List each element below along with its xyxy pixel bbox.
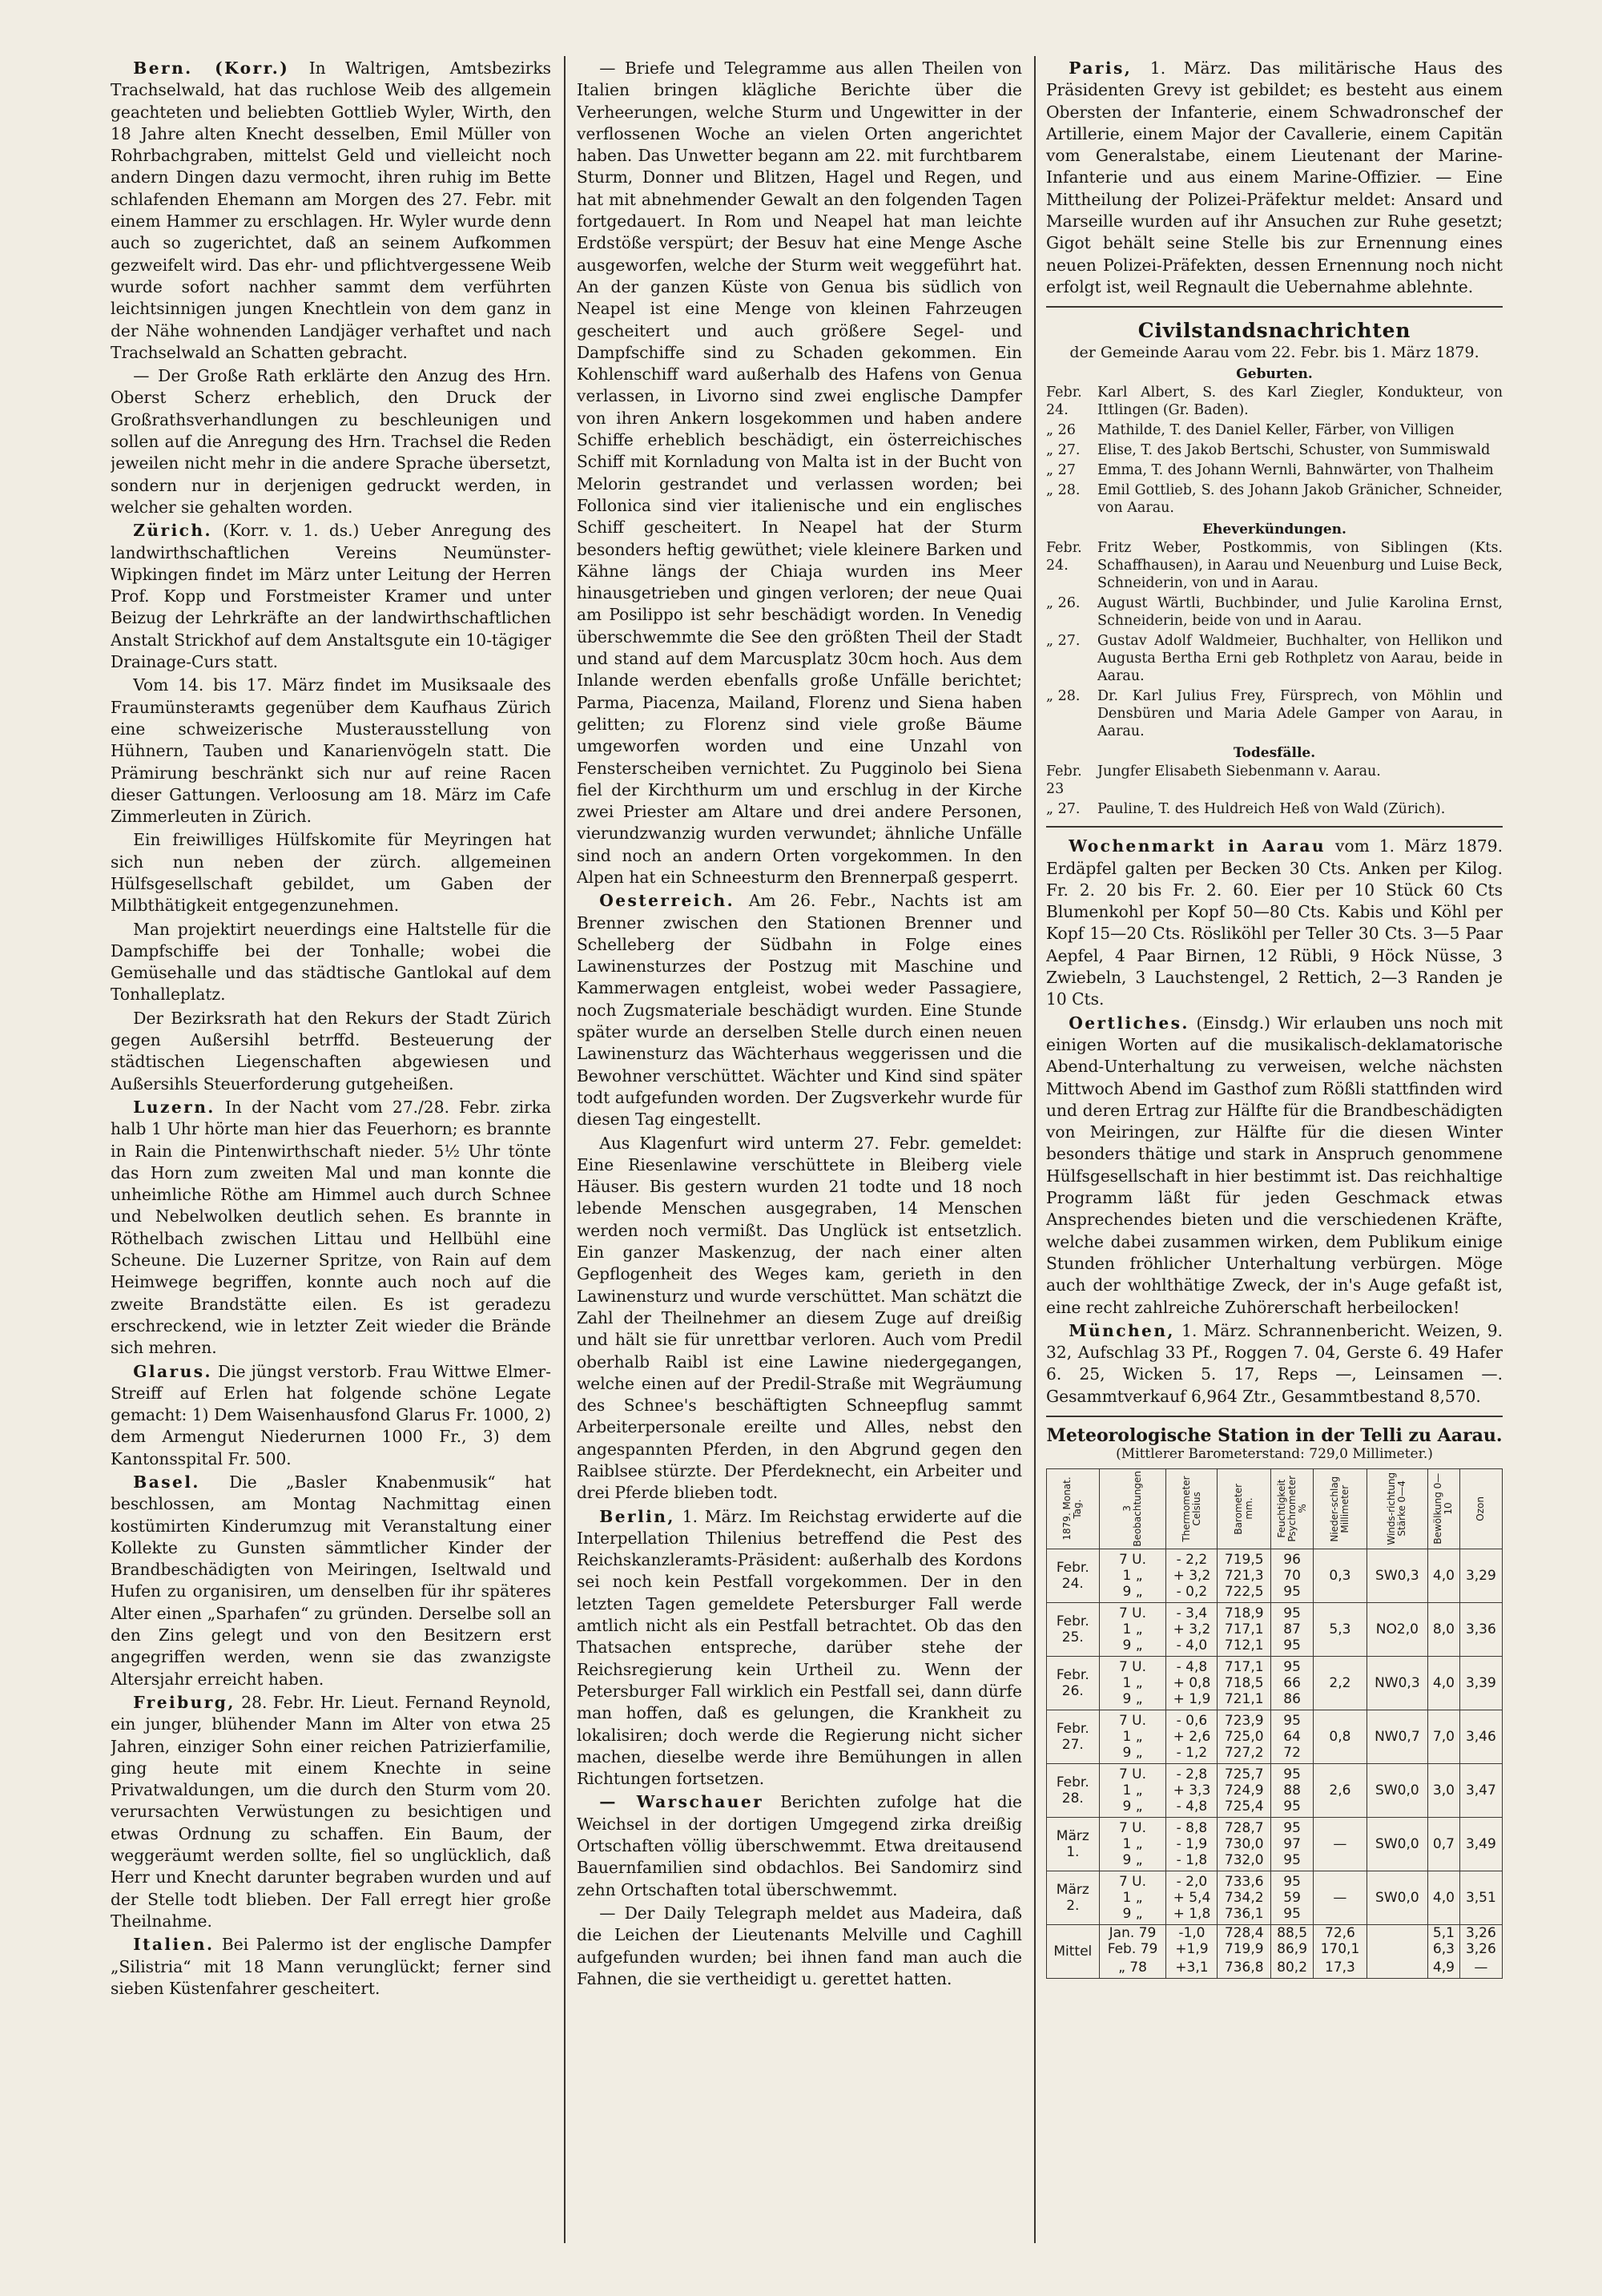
weather-cell: 733,6 734,2 736,1 xyxy=(1218,1871,1271,1924)
weather-cell: 95 88 95 xyxy=(1271,1763,1314,1817)
weather-cell: 3,51 xyxy=(1459,1871,1502,1924)
weather-header-label: Nieder-schlag Millimeter xyxy=(1328,1476,1350,1542)
deaths-list xyxy=(1046,763,1503,818)
weather-cell: 3,0 xyxy=(1428,1763,1460,1817)
registry-entry xyxy=(1046,763,1503,798)
weather-cell: 3,26 xyxy=(1459,1941,1502,1957)
weather-header-cell xyxy=(1047,1468,1100,1549)
weather-cell: 7 U. 1 „ 9 „ xyxy=(1099,1710,1166,1763)
weather-cell: 728,4 xyxy=(1218,1924,1271,1941)
weather-cell: 95 87 95 xyxy=(1271,1602,1314,1656)
weather-cell: 7 U. 1 „ 9 „ xyxy=(1099,1871,1166,1924)
weather-cell: 3,47 xyxy=(1459,1763,1502,1817)
weather-header-label: Feuchtigkeit Psychrometer % xyxy=(1275,1475,1308,1542)
article-text: Die jüngst verstorb. Frau Wittwe Elmer-Streiff auf Erlen hat folgende schöne Legate gemacht: 1) Dem Waisenhausfond Glarus Fr. 1000, 2) dem Armengut Niederurnen 1000 Fr., 3) dem Kantonsspital Fr. 500. xyxy=(111,1361,551,1468)
weather-cell: 95 97 95 xyxy=(1271,1817,1314,1871)
article xyxy=(111,365,551,518)
weather-cell: - 2,0 + 5,4 + 1,8 xyxy=(1166,1871,1218,1924)
weather-cell: 96 70 95 xyxy=(1271,1549,1314,1602)
civil-registry-title: Civilstandsnachrichten xyxy=(1137,319,1411,343)
weather-header-label: Winds-richtung Stärke 0—4 xyxy=(1386,1472,1408,1545)
weather-cell: 7 U. 1 „ 9 „ xyxy=(1099,1656,1166,1710)
entry-text: Karl Albert, S. des Karl Ziegler, Kondukteur, von Ittlingen (Gr. Baden). xyxy=(1097,385,1503,419)
weather-cell: 7,0 xyxy=(1428,1710,1460,1763)
article xyxy=(111,1008,551,1095)
column-rule xyxy=(564,56,566,2243)
article-dateline: Oertliches. xyxy=(1069,1013,1189,1033)
article-text: 1. März. Im Reichstag erwiderte auf die Interpellation Thilenius betreffend die Pest des Reichskanzleramts-Präsident: außerhalb des Kordons sei noch kein Pestfall vorgekommen. Der in den letzten Tagen gemeldete Petersburger Fall werde amtlich nicht als ein Pestfall betrachtet. Ob das den Thatsachen entspreche, darüber stehe der Reichsregierung kein Urtheil zu. Wenn der Petersburger Fall wirklich ein Pestfall sei, dann dürfe man hoffen, daß es gelungen, die Krankheit zu lokalisiren; doch werde die Regierung nicht sicher machen, dieselbe werde ihre Bemühungen in allen Richtungen fortsetzen. xyxy=(577,1506,1022,1789)
article-text: (Einsdg.) Wir erlauben uns noch mit einigen Worten auf die musikalisch-deklamatorische Abend-Unterhaltung zu verweisen, welche nächsten Mittwoch Abend im Gasthof zum Rößli stattfinden wird und deren Ertrag zur Hälfte für die Brandbeschädigten von Meiringen, zur Hälfte für die diesen Winter besonders thätige und stark in Anspruch genommene Hülfsgesellschaft in hier bestimmt ist. Das reichhaltige Programm läßt für jeden Geschmack etwas Ansprechendes bieten und die verschiedenen Kräfte, welche dabei zusammen wirken, dem Publikum einige Stunden fröhlicher Unterhaltung verbürgen. Möge auch der wohlthätige Zweck, der in's Auge gefaßt ist, eine recht zahlreiche Zuhörerschaft herbeilocken! xyxy=(1046,1013,1503,1317)
registry-entry xyxy=(1046,441,1503,459)
article xyxy=(577,1133,1022,1504)
weather-cell xyxy=(1367,1957,1427,1979)
weather-cell: 86,9 xyxy=(1271,1941,1314,1957)
article-text: 1. März. Schrannenbericht. Weizen, 9. 32, Aufschlag 33 Pf., Roggen 7. 04, Gerste 6. 49 Hafer 6. 25, Wicken 5. 17, Reps —, Leinsamen —. Gesammtverkauf 6,964 Ztr., Gesammtbestand 8,570. xyxy=(1046,1320,1503,1406)
weather-cell: 7 U. 1 „ 9 „ xyxy=(1099,1817,1166,1871)
weather-row xyxy=(1047,1817,1503,1871)
article-dateline: Oesterreich. xyxy=(599,891,735,911)
entry-date: „ 26 xyxy=(1046,422,1076,439)
entry-text: Gustav Adolf Waldmeier, Buchhalter, von Hellikon und Augusta Bertha Erni geb Rothpletz von Aarau, beide in Aarau. xyxy=(1097,633,1503,685)
article xyxy=(111,829,551,916)
article-text: Ein freiwilliges Hülfskomite für Meyringen hat sich nun neben der zürch. allgemeinen Hülfsgesellschaft gebildet, um Gaben der Milbthätigkeit entgegenzunehmen. xyxy=(111,830,551,916)
article-paris: Paris, 1. März. Das militärische Haus des Präsidenten Grevy ist gebildet; es besteht aus einem Obersten der Infanterie, einem Schwadronschef der Artillerie, einem Major der Cavallerie, einem Capitän vom Generalstabe, einem Lieutenant der Marine-Infanterie und aus einem Marine-Offizier. — Eine Mittheilung der Polizei-Präfektur meldet: Ansard und Marseille wurden auf ihr Ansuchen zur Ruhe gesetzt; Gigot behält seine Stelle bis zur Ernennung eines neuen Polizei-Präfekten, dessen Ernennung noch nicht erfolgt ist, weil Regnault die Uebernahme ablehnte. xyxy=(1046,58,1503,296)
weather-header-label: Thermometer Celsius xyxy=(1180,1476,1202,1542)
article-dateline: Basel. xyxy=(133,1472,200,1492)
weather-cell: +3,1 xyxy=(1166,1957,1218,1979)
article xyxy=(577,58,1022,888)
registry-entry xyxy=(1046,539,1503,592)
marriages-list xyxy=(1046,539,1503,740)
article-text: Die „Basler Knabenmusik“ hat beschlossen, am Montag Nachmittag einen kostümirten Kinderumzug mit Veranstaltung einer Kollekte zu Gunsten sämmtlicher Kinder der Brandbeschädigten von Meiringen, Iseltwald und Hufen zu organisiren, um denselben für ihr späteres Alter einen „Sparhafen“ zu gründen. Derselbe soll an den Zins gelegt und von den Besitzern erst angegriffen werden, wenn sie das zwanzigste Altersjahr erreicht haben. xyxy=(111,1472,551,1689)
weather-cell: 17,3 xyxy=(1314,1957,1367,1979)
weather-cell: NO2,0 xyxy=(1367,1602,1427,1656)
article-text: In Waltrigen, Amtsbezirks Trachselwald, hat das ruchlose Weib des allgemein geachteten und beliebten Gottlieb Wyler, Wirth, den 18 Jahre alten Knecht desselben, Emil Müller von Rohrbachgraben, mittelst Geld und vielleicht noch andern Dingen dazu vermocht, ihren ruhig im Bette schlafenden Ehemann am Morgen des 27. Febr. mit einem Hammer zu erschlagen. Hr. Wyler wurde denn auch so zugerichtet, daß an seinem Aufkommen gezweifelt wird. Das ehr- und pflichtvergessene Weib wurde sofort nachher sammt dem verführten leichtsinnigen jungen Knechtlein von dem ganz in der Nähe wohnenden Landjäger verhaftet und nach Trachselwald an Schatten gebracht. xyxy=(111,58,551,362)
weather-header-cell xyxy=(1271,1468,1314,1549)
article xyxy=(577,1506,1022,1790)
registry-entry xyxy=(1046,481,1503,517)
weather-cell: 728,7 730,0 732,0 xyxy=(1218,1817,1271,1871)
weather-mean-row xyxy=(1047,1941,1503,1957)
article xyxy=(111,1472,551,1690)
weather-cell: 95 64 72 xyxy=(1271,1710,1314,1763)
weather-cell: - 3,4 + 3,2 - 4,0 xyxy=(1166,1602,1218,1656)
weather-mean-label: Mittel xyxy=(1047,1924,1100,1978)
weather-cell: - 8,8 - 1,9 - 1,8 xyxy=(1166,1817,1218,1871)
weather-header-label: 1879. Monat. Tag. xyxy=(1061,1476,1084,1541)
weather-cell: NW0,3 xyxy=(1367,1656,1427,1710)
weather-cell: „ 78 xyxy=(1099,1957,1166,1979)
weather-cell: 4,0 xyxy=(1428,1656,1460,1710)
weather-mean-row xyxy=(1047,1957,1503,1979)
weather-cell: 723,9 725,0 727,2 xyxy=(1218,1710,1271,1763)
article-text: Man projektirt neuerdings eine Haltstelle für die Dampfschiffe bei der Tonhalle; wobei die Gemüsehalle und das städtische Gantlokal auf dem Tonhalleplatz. xyxy=(111,919,551,1005)
weather-header-label: 3 Beobachtungen xyxy=(1121,1470,1143,1547)
weather-cell: 725,7 724,9 725,4 xyxy=(1218,1763,1271,1817)
weather-header-cell xyxy=(1459,1468,1502,1549)
entry-text: Jungfer Elisabeth Siebenmann v. Aarau. xyxy=(1097,763,1381,780)
weather-cell: 717,1 718,5 721,1 xyxy=(1218,1656,1271,1710)
weather-header-cell xyxy=(1367,1468,1427,1549)
weather-cell: +1,9 xyxy=(1166,1941,1218,1957)
weather-cell: 4,0 xyxy=(1428,1549,1460,1602)
article-dateline: Freiburg, xyxy=(133,1692,235,1712)
column-middle xyxy=(577,58,1022,2237)
weather-cell: 2,2 xyxy=(1314,1656,1367,1710)
weather-cell: -1,0 xyxy=(1166,1924,1218,1941)
article-text: Am 26. Febr., Nachts ist am Brenner zwischen den Stationen Brenner und Schelleberg der Südbahn in Folge eines Lawinensturzes der Postzug mit Maschine und Kammerwagen entgleist, wobei weder Passagiere, noch Zugsmateriale beschädigt wurden. Eine Stunde später wurde an derselben Stelle durch einen neuen Lawinensturz das Wächterhaus weggerissen und die Bewohner verschüttet. Wächter und Kind sind später todt aufgefunden worden. Der Zugsverkehr wurde für diesen Tag eingestellt. xyxy=(577,891,1022,1130)
weather-cell: SW0,0 xyxy=(1367,1763,1427,1817)
weather-cell: 719,9 xyxy=(1218,1941,1271,1957)
weather-cell: - 2,2 + 3,2 - 0,2 xyxy=(1166,1549,1218,1602)
weather-cell: 95 66 86 xyxy=(1271,1656,1314,1710)
entry-date: „ 27. xyxy=(1046,442,1081,459)
entry-text: Fritz Weber, Postkommis, von Siblingen (Kts. Schaffhausen), in Aarau und Neuenburg und Luise Beck, Schneiderin, von und in Aarau. xyxy=(1097,540,1503,592)
weather-cell: 7 U. 1 „ 9 „ xyxy=(1099,1549,1166,1602)
registry-entry xyxy=(1046,384,1503,419)
weather-header-cell xyxy=(1428,1468,1460,1549)
weather-row xyxy=(1047,1549,1503,1602)
entry-text: Pauline, T. des Huldreich Heß von Wald (Zürich). xyxy=(1097,801,1446,818)
weather-table xyxy=(1046,1468,1503,1979)
weather-cell: 3,46 xyxy=(1459,1710,1502,1763)
entry-date: „ 27 xyxy=(1046,462,1076,479)
weather-cell: — xyxy=(1314,1817,1367,1871)
weather-cell: 3,26 xyxy=(1459,1924,1502,1941)
births-heading: Geburten. xyxy=(1236,366,1313,383)
births-list xyxy=(1046,384,1503,517)
weather-cell: Jan. 79 xyxy=(1099,1924,1166,1941)
weather-cell: 95 59 95 xyxy=(1271,1871,1314,1924)
entry-date: „ 27. xyxy=(1046,633,1081,650)
weather-cell: 3,29 xyxy=(1459,1549,1502,1602)
entry-text: Emil Gottlieb, S. des Johann Jakob Gränicher, Schneider, von Aarau. xyxy=(1097,482,1503,517)
weather-cell: 5,3 xyxy=(1314,1602,1367,1656)
article-dateline: — Warschauer xyxy=(599,1792,764,1812)
weather-cell: 8,0 xyxy=(1428,1602,1460,1656)
weather-cell: März 2. xyxy=(1047,1871,1100,1924)
deaths-heading: Todesfälle. xyxy=(1233,745,1316,762)
weather-row xyxy=(1047,1656,1503,1710)
weather-cell: 7 U. 1 „ 9 „ xyxy=(1099,1602,1166,1656)
weather-header-label: Bewölkung 0—10 xyxy=(1432,1472,1455,1545)
registry-entry xyxy=(1046,594,1503,630)
article-text: — Der Große Rath erklärte den Anzug des Hrn. Oberst Scherz erheblich, den Druck der Großrathsverhandlungen zu beschleunigen und sollen auf die Anregung des Hrn. Trachsel die Reden jeweilen nicht mehr in die andere Sprache übersetzt, sondern nur in derjenigen gedruckt werden, in welcher sie gehalten worden. xyxy=(111,366,551,517)
article xyxy=(111,1934,551,2000)
weather-cell: Feb. 79 xyxy=(1099,1941,1166,1957)
weather-cell: 3,49 xyxy=(1459,1817,1502,1871)
weather-cell: - 4,8 + 0,8 + 1,9 xyxy=(1166,1656,1218,1710)
registry-entry xyxy=(1046,687,1503,740)
article-text: — Briefe und Telegramme aus allen Theilen von Italien bringen klägliche Berichte über die Verheerungen, welche Sturm und Ungewitter in der verflossenen Woche an vielen Orten angerichtet haben. Das Unwetter begann am 22. mit furchtbarem Sturm, Donner und Blitzen, Hagel und Regen, und hat mit abnehmender Gewalt an den folgenden Tagen fortgedauert. In Rom und Neapel hat man leichte Erdstöße verspürt; der Besuv hat eine Menge Asche ausgeworfen, welche der Sturm weit weggeführt hat. An der ganzen Küste von Genua bis südlich von Neapel ist eine Menge von kleinen Fahrzeugen gescheitert und auch größere Segel- und Dampfschiffe sind zu Schaden gekommen. Ein Kohlenschiff ward außerhalb des Hafens von Genua verlassen, in Livorno sind zwei englische Dampfer von ihren Ankern losgekommen und haben andere Schiffe erheblich beschädigt, ein österreichisches Schiff mit Kornladung von Malta ist in der Bucht von Melorin gestrandet und verlassen worden; bei Follonica sind vier italienische und ein englisches Schiff gescheitert. In Neapel hat der Sturm besonders heftig gewüthet; viele kleinere Barken und Kähne längs der Chiaja wurden ins Meer hinausgetrieben und gingen verloren; der neue Quai am Posilippo ist sehr beschädigt worden. In Venedig überschwemmte die See den größten Theil der Stadt und stand auf dem Marcusplatz 30cm hoch. Aus dem Inlande werden ebenfalls große Unfälle berichtet; Parma, Piacenza, Mailand, Florenz und Siena haben gelitten; zu Florenz sind viele große Bäume umgeworfen worden und eine Unzahl von Fensterscheiben vernichtet. Zu Pugginolo bei Siena fiel der Kirchthurm um und erschlug in der Kirche zwei Priester am Altare und drei andere Personen, vierundzwanzig wurden verwundet; ähnliche Unfälle sind noch an andern Orten vorgekommen. In den Alpen hat ein Schneesturm den Brennerpaß gesperrt. xyxy=(577,58,1022,887)
entry-date: „ 27. xyxy=(1046,801,1081,818)
right-articles xyxy=(1046,836,1503,1408)
article xyxy=(111,675,551,828)
article-dateline: Bern. (Korr.) xyxy=(133,58,290,78)
column-rule xyxy=(1034,56,1036,2243)
weather-header-label: Ozon xyxy=(1475,1496,1487,1521)
article-text: (Korr. v. 1. ds.) Ueber Anregung des landwirthschaftlichen Vereins Neumünster-Wipkingen findet im März unter Leitung der Herren Prof. Kopp und Forstmeister Kramer und unter Beizug der Lehrkräfte an der landwirthschaftlichen Anstalt Strickhof auf dem Anstaltsgute ein 10-tägiger Drainage-Curs statt. xyxy=(111,521,551,672)
weather-cell: — xyxy=(1459,1957,1502,1979)
registry-entry xyxy=(1046,800,1503,818)
weather-cell: — xyxy=(1314,1871,1367,1924)
weather-cell: 170,1 xyxy=(1314,1941,1367,1957)
divider xyxy=(1046,1416,1503,1417)
weather-row xyxy=(1047,1602,1503,1656)
weather-table-header xyxy=(1047,1468,1503,1549)
weather-cell: 4,9 xyxy=(1428,1957,1460,1979)
weather-cell: 3,39 xyxy=(1459,1656,1502,1710)
weather-cell: 6,3 xyxy=(1428,1941,1460,1957)
weather-mean-row xyxy=(1047,1924,1503,1941)
registry-entry xyxy=(1046,632,1503,685)
article xyxy=(577,1791,1022,1900)
entry-date: Febr. 24. xyxy=(1046,385,1082,419)
article xyxy=(111,520,551,673)
article xyxy=(111,58,551,364)
weather-header-cell xyxy=(1218,1468,1271,1549)
entry-text: Emma, T. des Johann Wernli, Bahnwärter, von Thalheim xyxy=(1097,462,1494,479)
weather-cell: 4,0 xyxy=(1428,1871,1460,1924)
weather-cell: Febr. 27. xyxy=(1047,1710,1100,1763)
weather-cell: 0,3 xyxy=(1314,1549,1367,1602)
weather-header-cell xyxy=(1166,1468,1218,1549)
column-left xyxy=(111,58,551,2237)
weather-cell: 718,9 717,1 712,1 xyxy=(1218,1602,1271,1656)
weather-cell: 3,36 xyxy=(1459,1602,1502,1656)
entry-date: „ 28. xyxy=(1046,482,1081,499)
weather-header-cell xyxy=(1314,1468,1367,1549)
article xyxy=(1046,1013,1503,1319)
article-dateline: Zürich. xyxy=(133,521,212,541)
divider xyxy=(1046,826,1503,828)
weather-cell: SW0,3 xyxy=(1367,1549,1427,1602)
registry-entry xyxy=(1046,461,1503,479)
weather-cell: NW0,7 xyxy=(1367,1710,1427,1763)
article-text: Aus Klagenfurt wird unterm 27. Febr. gemeldet: Eine Riesenlawine verschüttete in Bleiberg viele Häuser. Bis gestern wurden 21 todte und 18 noch lebende Menschen ausgegraben, 14 Menschen werden noch vermißt. Das Unglück ist entsetzlich. Ein ganzer Maskenzug, der nach einer alten Gepflogenheit des Weges kam, gerieth in den Lawinensturz und wurde verschüttet. Man schätzt die Zahl der Theilnehmer an diesem Zuge auf dreißig und hält sie für unrettbar verloren. Auch vom Predil oberhalb Raibl ist eine Lawine niedergegangen, welche einen auf der Predil-Straße mit Wegräumung des Schnee's beschäftigten Schneepflug sammt Arbeiterpersonale ereilte und Alles, nebst den angespannten Pferden, in den Abgrund gegen den Raiblsee stürzte. Der Pferdeknecht, ein Arbeiter und drei Pferde blieben todt. xyxy=(577,1133,1022,1503)
weather-cell: März 1. xyxy=(1047,1817,1100,1871)
weather-cell xyxy=(1367,1941,1427,1957)
weather-cell: Febr. 25. xyxy=(1047,1602,1100,1656)
weather-cell: 736,8 xyxy=(1218,1957,1271,1979)
article xyxy=(577,890,1022,1130)
article-text: Bei Palermo ist der englische Dampfer „Silistria“ mit 18 Mann verunglückt; ferner sind sieben Küstenfahrer gescheitert. xyxy=(111,1935,551,1998)
meteo-title: Meteorologische Station in der Telli zu Aarau. xyxy=(1046,1424,1503,1446)
article-text: vom 1. März 1879. Erdäpfel galten per Becken 30 Cts. Anken per Kilog. Fr. 2. 20 bis Fr. 2. 60. Eier per 10 Stück 60 Cts Blumenkohl per Kopf 50—80 Cts. Kabis und Köhl per Kopf 15—20 Cts. Rösliköhl per Teller 30 Cts. 3—5 Paar Aepfel, 4 Paar Birnen, 12 Rübli, 9 Höck Nüsse, 3 Zwiebeln, 3 Lauchstengel, 2 Rettich, 2—3 Randen je 10 Cts. xyxy=(1046,836,1503,1009)
article xyxy=(111,1097,551,1359)
civil-registry-subtitle: der Gemeinde Aarau vom 22. Febr. bis 1. März 1879. xyxy=(1069,344,1479,362)
weather-cell: Febr. 26. xyxy=(1047,1656,1100,1710)
article-text: In der Nacht vom 27./28. Febr. zirka halb 1 Uhr hörte man hier das Feuerhorn; es brannte in Rain die Pintenwirthschaft nieder. 5½ Uhr tönte das Horn zum zweiten Mal und man konnte die unheimliche Röthe am Himmel auch durch Schnee und Nebelwolken deutlich sehen. Es brannte in Röthelbach zwischen Littau und Hellbühl eine Scheune. Die Luzerner Spritze, von Rain auf dem Heimwege begriffen, konnte auch noch auf die zweite Brandstätte eilen. Es ist geradezu erschreckend, wie in letzter Zeit wieder die Brände sich mehren. xyxy=(111,1097,551,1358)
article xyxy=(1046,836,1503,1010)
entry-text: Dr. Karl Julius Frey, Fürsprech, von Möhlin und Densbüren und Maria Adele Gamper von Aarau, in Aarau. xyxy=(1097,688,1503,740)
entry-date: „ 28. xyxy=(1046,688,1081,705)
weather-cell: 72,6 xyxy=(1314,1924,1367,1941)
weather-cell: - 0,6 + 2,6 - 1,2 xyxy=(1166,1710,1218,1763)
article-text: Berichten zufolge hat die Weichsel in der dortigen Umgegend zirka dreißig Ortschaften völlig überschwemmt. Etwa dreitausend Bauernfamilien sind obdachlos. Bei Sandomirz sind zehn Ortschaften total überschwemmt. xyxy=(577,1792,1022,1899)
weather-row xyxy=(1047,1871,1503,1924)
weather-cell xyxy=(1367,1924,1427,1941)
weather-cell: 0,7 xyxy=(1428,1817,1460,1871)
article-dateline: Wochenmarkt in Aarau xyxy=(1069,836,1326,856)
weather-header-cell xyxy=(1099,1468,1166,1549)
weather-row xyxy=(1047,1763,1503,1817)
entry-date: „ 26. xyxy=(1046,595,1081,612)
weather-cell: SW0,0 xyxy=(1367,1817,1427,1871)
entry-text: Mathilde, T. des Daniel Keller, Färber, von Villigen xyxy=(1097,422,1455,439)
article-dateline: Berlin, xyxy=(599,1506,675,1526)
article-dateline: Luzern. xyxy=(133,1097,215,1117)
article-dateline: Italien. xyxy=(133,1935,215,1955)
weather-cell: - 2,8 + 3,3 - 4,8 xyxy=(1166,1763,1218,1817)
weather-cell: 2,6 xyxy=(1314,1763,1367,1817)
weather-cell: 80,2 xyxy=(1271,1957,1314,1979)
article-dateline: München, xyxy=(1069,1320,1175,1340)
marriages-heading: Eheverkündungen. xyxy=(1202,522,1346,538)
entry-text: August Wärtli, Buchbinder, und Julie Karolina Ernst, Schneiderin, beide von und in Aarau. xyxy=(1097,595,1503,630)
article-text: Vom 14. bis 17. März findet im Musiksaale des Fraumünsterамts gegenüber dem Kaufhaus Zürich eine schweizerische Musterausstellung von Hühnern, Tauben und Kanarienvögeln statt. Die Prämirung beschränkt sich nur auf reine Racen dieser Gattungen. Verloosung am 18. März im Cafe Zimmerleuten in Zürich. xyxy=(111,675,551,827)
weather-cell: 719,5 721,3 722,5 xyxy=(1218,1549,1271,1602)
registry-entry xyxy=(1046,421,1503,439)
weather-row xyxy=(1047,1710,1503,1763)
weather-cell: 5,1 xyxy=(1428,1924,1460,1941)
article-text: Der Bezirksrath hat den Rekurs der Stadt Zürich gegen Außersihl betrffd. Besteuerung der städtischen Liegenschaften abgewiesen und Außersihls Steuerforderung gutgeheißen. xyxy=(111,1008,551,1094)
entry-date: Febr. 24. xyxy=(1046,540,1082,574)
article-text: 28. Febr. Hr. Lieut. Fernand Reynold, ein junger, blühender Mann im Alter von etwa 25 Jahren, einziger Sohn einer reichen Patrizierfamilie, ging heute mit einem Knechte in seine Privatwaldungen, um die durch den Sturm vom 20. verursachten Verwüstungen zu besichtigen und etwas Ordnung zu schaffen. Ein Baum, der weggeräumt werden sollte, fiel so unglücklich, daß Herr und Knecht darunter begraben wurden und auf der Stelle todt blieben. Der Fall erregt hier große Theilnahme. xyxy=(111,1692,551,1931)
article xyxy=(111,919,551,1006)
divider xyxy=(1046,306,1503,308)
column-right xyxy=(1046,58,1503,2237)
weather-cell: Febr. 24. xyxy=(1047,1549,1100,1602)
weather-cell: 88,5 xyxy=(1271,1924,1314,1941)
article xyxy=(111,1361,551,1470)
weather-cell: SW0,0 xyxy=(1367,1871,1427,1924)
weather-cell: 7 U. 1 „ 9 „ xyxy=(1099,1763,1166,1817)
weather-cell: Febr. 28. xyxy=(1047,1763,1100,1817)
article-dateline: Glarus. xyxy=(133,1361,212,1381)
entry-date: Febr. 23 xyxy=(1046,763,1082,798)
article xyxy=(111,1692,551,1932)
weather-header-label: Barometer mm. xyxy=(1233,1483,1255,1535)
article-text: — Der Daily Telegraph meldet aus Madeira, daß die Leichen der Lieutenants Melville und Caghill aufgefunden wurden; bei ihnen fand man auch die Fahnen, die sie vertheidigt u. gerettet hatten. xyxy=(577,1903,1022,1988)
weather-cell: 0,8 xyxy=(1314,1710,1367,1763)
entry-text: Elise, T. des Jakob Bertschi, Schuster, von Summiswald xyxy=(1097,442,1491,459)
article xyxy=(577,1903,1022,1990)
meteo-subtitle: (Mittlerer Barometerstand: 729,0 Millimeter.) xyxy=(1116,1445,1433,1462)
article xyxy=(1046,1320,1503,1408)
